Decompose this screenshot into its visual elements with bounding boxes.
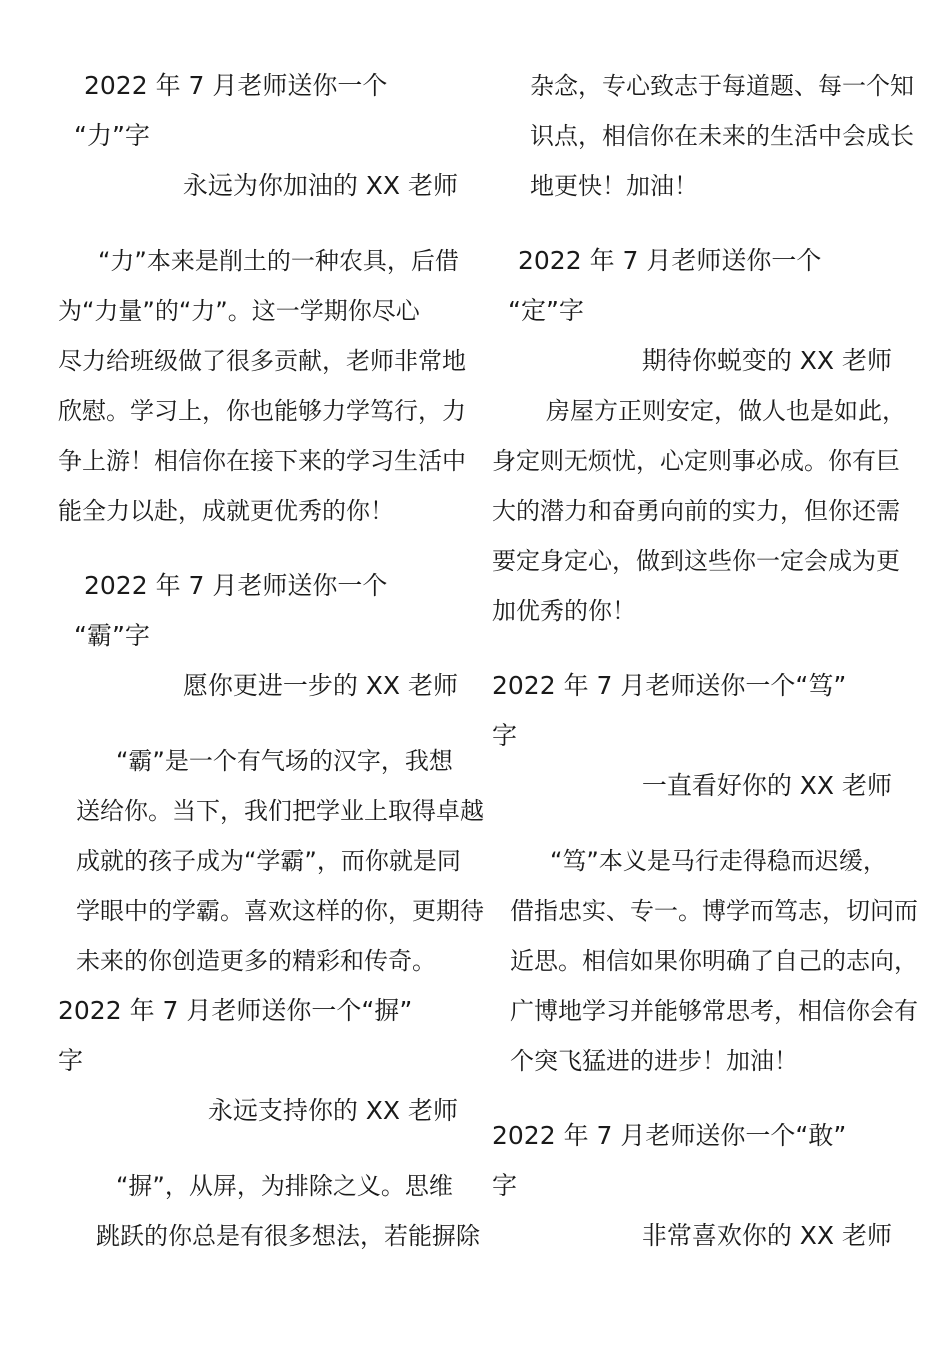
paragraph-line: 杂念，专心致志于每道题、每一个知 [530,72,914,100]
paragraph-line: 跳跃的你总是有很多想法，若能摒除 [96,1222,480,1250]
section-title-gan: 2022 年 7 月老师送你一个“敢” [492,1121,847,1150]
paragraph-line: 识点，相信你在未来的生活中会成长 [530,122,914,150]
paragraph-line: “笃”本义是马行走得稳而迟缓， [550,847,887,875]
paragraph-line: 争上游！相信你在接下来的学习生活中 [58,447,466,475]
paragraph-line: “摒”，从屏，为排除之义。思维 [116,1172,453,1200]
paragraph-line: 个突飞猛进的进步！加油！ [510,1047,798,1075]
paragraph-line: 为“力量”的“力”。这一学期你尽心 [58,297,420,325]
section-title-du: 2022 年 7 月老师送你一个“笃” [492,671,847,700]
section-title-du-char: 字 [492,721,518,750]
section-title-gan-char: 字 [492,1171,518,1200]
section-title-bing: 2022 年 7 月老师送你一个“摒” [58,996,413,1025]
paragraph-line: 成就的孩子成为“学霸”，而你就是同 [76,847,461,875]
section-title-ding: 2022 年 7 月老师送你一个 [518,246,822,275]
section-title-ding-char: “定”字 [508,296,584,325]
signature-li: 永远为你加油的 XX 老师 [182,171,458,200]
paragraph-line: 加优秀的你！ [492,597,636,625]
section-title-li-char: “力”字 [74,121,150,150]
signature-du: 一直看好你的 XX 老师 [641,771,892,800]
paragraph-line: “力”本来是削土的一种农具，后借 [98,247,459,275]
paragraph-line: “霸”是一个有气场的汉字，我想 [116,747,453,775]
signature-bing: 永远支持你的 XX 老师 [207,1096,458,1125]
signature-gan: 非常喜欢你的 XX 老师 [641,1221,892,1250]
section-title-bing-char: 字 [58,1046,84,1075]
paragraph-line: 未来的你创造更多的精彩和传奇。 [76,947,436,975]
paragraph-line: 送给你。当下，我们把学业上取得卓越 [76,797,484,825]
paragraph-line: 要定身定心，做到这些你一定会成为更 [492,547,900,575]
paragraph-line: 借指忠实、专一。博学而笃志，切问而 [510,897,918,925]
paragraph-line: 房屋方正则安定，做人也是如此， [546,397,906,425]
paragraph-line: 身定则无烦忧，心定则事必成。你有巨 [492,447,900,475]
section-title-ba: 2022 年 7 月老师送你一个 [84,571,388,600]
paragraph-line: 广博地学习并能够常思考，相信你会有 [510,997,918,1025]
paragraph-line: 尽力给班级做了很多贡献，老师非常地 [58,347,466,375]
paragraph-line: 欣慰。学习上，你也能够力学笃行，力 [58,397,466,425]
section-title-ba-char: “霸”字 [74,621,150,650]
paragraph-line: 大的潜力和奋勇向前的实力，但你还需 [492,497,900,525]
section-title-li: 2022 年 7 月老师送你一个 [84,71,388,100]
signature-ba: 愿你更进一步的 XX 老师 [182,671,458,700]
paragraph-line: 近思。相信如果你明确了自己的志向， [510,947,918,975]
paragraph-line: 地更快！加油！ [530,172,698,200]
signature-ding: 期待你蜕变的 XX 老师 [641,346,892,375]
paragraph-line: 能全力以赴，成就更优秀的你！ [58,497,394,525]
paragraph-line: 学眼中的学霸。喜欢这样的你，更期待 [76,897,484,925]
